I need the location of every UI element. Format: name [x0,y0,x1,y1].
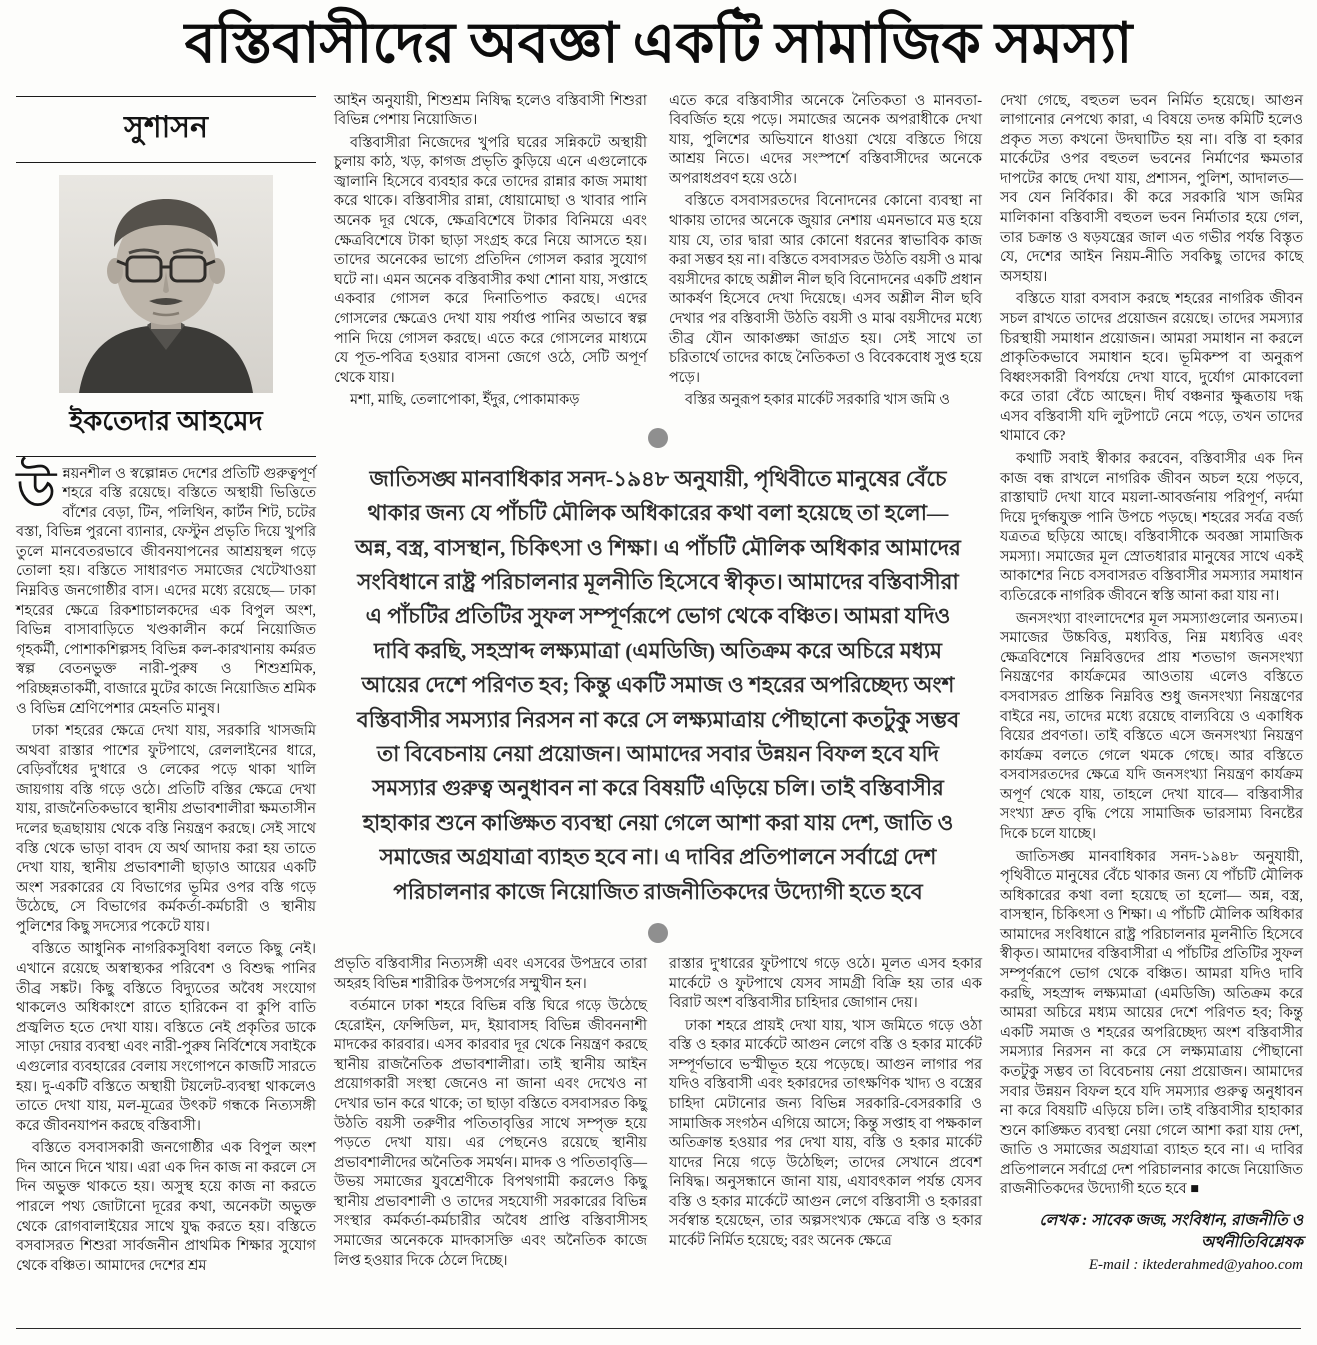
paragraph: আইন অনুযায়ী, শিশুশ্রম নিষিদ্ধ হলেও বস্তিবাসী শিশুরা বিভিন্ন পেশায় নিয়োজিত। [334,92,647,129]
pull-quote-dot-top-icon [648,428,668,448]
author-portrait-illustration [59,175,273,393]
column-2-top [334,92,647,414]
paragraph: জনসংখ্যা বাংলাদেশের মূল সমস্যাগুলোর অন্যতম। সমাজের উচ্চবিত্ত, মধ্যবিত্ত, নিম্ন মধ্যবিত্ত এবং ক্ষেত্রবিশেষে নিম্নবিত্তদের প্রায় শতভাগ জনসংখ্যা নিয়ন্ত্রণের কার্যক্রমের আওতায় এলেও বস্তিতে বসবাসরত প্রান্তিক নিম্নবিত্ত শুধু জনসংখ্যা নিয়ন্ত্রণের বাইরে নয়, তাদের মধ্যে রয়েছে বাল্যবিয়ে ও একাধিক বিয়ের প্রবণতা। তাই বস্তিতে এসে জনসংখ্যা নিয়ন্ত্রণ কার্যক্রম বলতে গেলে থমকে গেছে। আর বস্তিতে বসবাসরতদের ক্ষেত্রে যদি জনসংখ্যা নিয়ন্ত্রণ কার্যক্রম অপূর্ণ থেকে যায়, তাহলে দেখা যাবে— বস্তিবাসীর সংখ্যা দ্রুত বৃদ্ধি পেয়ে সামাজিক ভারসাম্য বিনষ্টের দিকে চলে যাচ্ছে। [1000,610,1303,842]
section-rule-bottom [16,162,316,163]
column-4 [1000,92,1303,1275]
middle-columns [334,92,982,1275]
column-3-bottom [669,955,982,1274]
paragraph-text: ন্নয়নশীল ও স্বল্পোন্নত দেশের প্রতিটি গুরুত্বপূর্ণ শহরে বস্তি রয়েছে। বস্তিতে অস্থায়ী ভিত্তিতে বাঁশের বেড়া, টিন, পলিথিন, কার্টন শিট, চটের বস্তা, বিভিন্ন পুরনো ব্যানার, ফেস্টুন প্রভৃতি দিয়ে খুপরি তুলে মানবেতরভাবে জীবনযাপনের আশ্রয়স্থল গড়ে তোলা হয়। বস্তিতে সাধারণত সমাজের খেটেখাওয়া নিম্নবিত্ত জনগোষ্ঠীর বাস। এদের মধ্যে রয়েছে— ঢাকা শহরের ক্ষেত্রে রিকশাচালকদের এক বিপুল অংশ, বিভিন্ন বাসাবাড়িতে খণ্ডকালীন কর্মে নিয়োজিত গৃহকর্মী, পোশাকশিল্পসহ বিভিন্ন কল-কারখানায় কর্মরত স্বল্প বেতনভুক্ত নারী-পুরুষ ও শিশুশ্রমিক, পরিচ্ছন্নতাকর্মী, বাজারে মুটের কাজে নিয়োজিত শ্রমিক ও বিভিন্ন শ্রেণিপেশার মেহনতি মানুষ। [16,465,316,717]
paragraph: দেখা গেছে, বহুতল ভবন নির্মিত হয়েছে। আগুন লাগানোর নেপথ্যে কারা, এ বিষয়ে তদন্ত কমিটি হলেও প্রকৃত সত্য কখনো উদঘাটিত হয় না। বস্তি বা হকার মার্কেটের ওপর বহুতল ভবনের নির্মাণের ক্ষমতার দাপটের কাছে দেখা যায়, প্রশাসন, পুলিশ, আদালত— সব যেন নির্বিকার। কী করে সরকারি খাস জমির মালিকানা বস্তিবাসী বহুতল ভবন নির্মাতার হয়ে গেল, তার চক্রান্ত ও ষড়যন্ত্রের জাল এত গভীর পর্যন্ত বিস্তৃত যে, দেশের আইন নিয়ম-নীতি সবকিছু তাদের কাছে অসহায়। [1000,92,1303,285]
section-rule-top [16,96,316,97]
author-photo [59,175,273,393]
paragraph: কথাটি সবাই স্বীকার করবেন, বস্তিবাসীর এক দিন কাজ বন্ধ রাখলে নাগরিক জীবন অচল হয়ে পড়বে, রাস্তাঘাট দেখা যাবে ময়লা-আবর্জনায় পরিপূর্ণ, নর্দমা দিয়ে দুর্গন্ধযুক্ত পানি উপচে পড়ছে। শহরের সর্বত্র বর্জ্য যত্রতত্র ছড়িয়ে আছে। বস্তিবাসীকে অবজ্ঞা সামাজিক সমস্যা। সমাজের মূল স্রোতধারার মানুষের সাথে একই আকাশের নিচে বসবাসরত বস্তিবাসীর সমস্যার সমাধান ব্যতিরেকে নাগরিক জীবনে স্বস্তি আনা করা যায় না। [1000,451,1303,605]
paragraph: বস্তির অনুরূপ হকার মার্কেট সরকারি খাস জমি ও [685,392,950,409]
paragraph: জাতিসঙ্ঘ মানবাধিকার সনদ-১৯৪৮ অনুযায়ী, পৃথিবীতে মানুষের বেঁচে থাকার জন্য যে পাঁচটি মৌলিক অধিকারের কথা বলা হয়েছে তা হলো— অন্ন, বস্ত্র, বাসস্থান, চিকিৎসা ও শিক্ষা। এ পাঁচটি মৌলিক অধিকার আমাদের সংবিধানে রাষ্ট্র পরিচালনার মূলনীতি হিসেবে স্বীকৃত। আমাদের বস্তিবাসীরা এ পাঁচটির প্রতিটির সুফল সম্পূর্ণরূপে ভোগ থেকে বঞ্চিত। আমরা যদিও দাবি করছি, সহস্রাব্দ লক্ষ্যমাত্রা (এমডিজি) অতিক্রম করে আমরা অচিরে মধ্যম আয়ের দেশে পরিণত হব; কিন্তু একটি সমাজ ও শহরের অপরিচ্ছেদ্য অংশ বস্তিবাসীর সমস্যার নিরসন না করে সে লক্ষ্যমাত্রায় পৌছানো কতটুকু সম্ভব তা বিবেচনায় নেয়া প্রয়োজন। আমাদের সবার উন্নয়ন বিফল হবে যদি সমস্যার গুরুত্ব অনুধাবন না করে বিষয়টি এড়িয়ে চলি। তাই বস্তিবাসীর হাহাকার শুনে কাঙ্ক্ষিত ব্যবস্থা নেয়া গেলে আশা করা যায় দেশ, জাতি ও সমাজের অগ্রযাত্রা ব্যাহত হবে না। এ দাবির প্রতিপালনে সর্বাগ্রে দেশ পরিচালনার কাজে নিয়োজিত রাজনীতিকদের উদ্যোগী হতে হবে ■ [1000,848,1303,1198]
pull-quote-text: জাতিসঙ্ঘ মানবাধিকার সনদ-১৯৪৮ অনুযায়ী, পৃথিবীতে মানুষের বেঁচে থাকার জন্য যে পাঁচটি মৌলিক অধিকারের কথা বলা হয়েছে তা হলো— অন্ন, বস্ত্র, বাসস্থান, চিকিৎসা ও শিক্ষা। এ পাঁচটি মৌলিক অধিকার আমাদের সংবিধানে রাষ্ট্র পরিচালনার মূলনীতি হিসেবে স্বীকৃত। আমাদের বস্তিবাসীরা এ পাঁচটির প্রতিটির সুফল সম্পূর্ণরূপে ভোগ থেকে বঞ্চিত। আমরা যদিও দাবি করছি, সহস্রাব্দ লক্ষ্যমাত্রা (এমডিজি) অতিক্রম করে অচিরে মধ্যম আয়ের দেশে পরিণত হব; কিন্তু একটি সমাজ ও শহরের অপরিচ্ছেদ্য অংশ বস্তিবাসীর সমস্যার নিরসন না করে সে লক্ষ্যমাত্রায় পৌছানো কতটুকু সম্ভব তা বিবেচনায় নেয়া প্রয়োজন। আমাদের সবার উন্নয়ন বিফল হবে যদি সমস্যার গুরুত্ব অনুধাবন না করে বিষয়টি এড়িয়ে চলি। তাই বস্তিবাসীর হাহাকার শুনে কাঙ্ক্ষিত ব্যবস্থা নেয়া গেলে আশা করা যায় দেশ, জাতি ও সমাজের অগ্রযাত্রা ব্যাহত হবে না। এ দাবির প্রতিপালনে সর্বাগ্রে দেশ পরিচালনার কাজে নিয়োজিত রাজনীতিকদের উদ্যোগী হতে হবে [355,466,961,904]
drop-cap: উ [16,461,57,519]
pull-quote-dot-bottom-icon [648,923,668,943]
column-1 [16,92,316,1280]
author-byline: লেখক : সাবেক জজ, সংবিধান, রাজনীতি ও অর্থনীতিবিশ্লেষক [1039,1211,1303,1251]
paragraph: প্রভৃতি বস্তিবাসীর নিত্যসঙ্গী এবং এসবের উপদ্রবে তারা অহরহ বিভিন্ন শারীরিক উপসর্গের সম্মুখীন হন। [334,955,647,992]
paragraph: রাস্তার দু'ধারের ফুটপাথে গড়ে ওঠে। মূলত এসব হকার মার্কেটে ও ফুটপাথে যেসব সামগ্রী বিক্রি হয় তার এক বিরাট অংশ বস্তিবাসীর চাহিদার জোগান দেয়। [669,955,982,1012]
pull-quote [338,428,978,943]
page-bottom-rule [16,1328,1301,1329]
paragraph: বস্তিতে আধুনিক নাগরিকসুবিধা বলতে কিছু নেই। এখানে রয়েছে অস্বাস্থ্যকর পরিবেশ ও বিশুদ্ধ পানির তীব্র সঙ্কট। কিছু বস্তিতে বিদ্যুতের অবৈধ সংযোগ থাকলেও অধিকাংশে রাতে হারিকেন বা কুপি বাতি প্রজ্বলিত হতে দেখা যায়। বস্তিতে নেই প্রকৃতির ডাকে সাড়া দেয়ার ব্যবস্থা এবং নারী-পুরুষ নির্বিশেষে সবাইকে এগুলোর ব্যবহারের বেলায় সংগোপনে কাজটি সারতে হয়। দু-একটি বস্তিতে অস্থায়ী টয়লেট-ব্যবস্থা থাকলেও তাতে দেখা যায়, মল-মূত্রের উৎকট গন্ধকে নিত্যসঙ্গী করে জীবনযাপন করছে বস্তিবাসী। [16,941,316,1134]
paragraph: বস্তিতে যারা বসবাস করছে শহরের নাগরিক জীবন সচল রাখতে তাদের প্রয়োজন রয়েছে। তাদের সমস্যার চিরস্থায়ী সমাধান প্রয়োজন। আমরা সমাধান না করলে প্রাকৃতিকভাবে সমাধান হবে। ভূমিকম্প বা অনুরূপ বিধ্বংসকারী বিপর্যয়ে দেখা যাবে, দুর্যোগ মোকাবেলা করে তারা বেঁচে আছেন। দীর্ঘ বঞ্চনার ক্ষুব্ধতায় দগ্ধ এসব বস্তিবাসী যদি লুটপাটে নেমে পড়ে, তখন তাদের থামাবে কে? [1000,291,1303,445]
paragraph: মশা, মাছি, তেলাপোকা, ইঁদুর, পোকামাকড় [350,392,580,409]
author-rule [16,456,316,457]
paragraph: ঢাকা শহরের ক্ষেত্রে দেখা যায়, সরকারি খাসজমি অথবা রাস্তার পাশের ফুটপাথে, রেললাইনের ধারে, বেড়িবাঁধের দু'ধারে ও লেকের পড়ে থাকা খালি জায়গায় বস্তি গড়ে ওঠে। প্রতিটি বস্তির ক্ষেত্রে দেখা যায়, রাজনৈতিকভাবে স্থানীয় প্রভাবশালীরা ক্ষমতাসীন দলের ছত্রছায়ায় থেকে বস্তি নিয়ন্ত্রণ করছে। সেই সাথে বস্তি থেকে ভাড়া বাবদ যে অর্থ আদায় করা হয় তাতে দেখা যায়, স্থানীয় প্রভাবশালী ছাড়াও আয়ের একটি অংশ সরকারের যে বিভাগের ভূমির ওপর বস্তি গড়ে উঠেছে, সে বিভাগের কর্মকর্তা-কর্মচারী ও স্থানীয় পুলিশের কিছু সদস্যের পকেটে যায়। [16,723,316,935]
paragraph: ঢাকা শহরে প্রায়ই দেখা যায়, খাস জমিতে গড়ে ওঠা বস্তি ও হকার মার্কেটে আগুন লেগে বস্তি ও হকার মার্কেট সম্পূর্ণভাবে ভস্মীভূত হয়ে পড়েছে। আগুন লাগার পর যদিও বস্তিবাসী এবং হকারদের তাৎক্ষণিক খাদ্য ও বস্ত্রের চাহিদা মেটানোর জন্য বিভিন্ন সরকারি-বেসরকারি ও সামাজিক সংগঠন এগিয়ে আসে; কিন্তু সপ্তাহ বা পক্ষকাল অতিক্রান্ত হওয়ার পর দেখা যায়, বস্তি ও হকার মার্কেট যাদের নিয়ে গড়ে উঠেছিল; তাদের সেখানে প্রবেশ নিষিদ্ধ। অনুসন্ধানে জানা যায়, এযাবৎকাল পর্যন্ত যেসব বস্তি ও হকার মার্কেটে আগুন লেগে বস্তিবাসী ও হকাররা সর্বস্বান্ত হয়েছেন, তার অল্পসংখ্যক ক্ষেত্রে বস্তি ও হকার মার্কেট নির্মিত হয়েছে; বরং অনেক ক্ষেত্রে [669,1017,982,1250]
article-body [16,92,1301,1280]
column-2-bottom [334,955,647,1274]
column-3-top [669,92,982,414]
paragraph: বর্তমানে ঢাকা শহরে বিভিন্ন বস্তি ঘিরে গড়ে উঠেছে হেরোইন, ফেন্সিডিল, মদ, ইয়াবাসহ বিভিন্ন জীবননাশী মাদকের কারবার। এসব কারবার দূর থেকে নিয়ন্ত্রণ করছে স্থানীয় রাজনৈতিক প্রভাবশালীরা। তাই স্থানীয় আইন প্রয়োগকারী সংস্থা জেনেও না জানা এবং দেখেও না দেখার ভান করে থাকে; তা ছাড়া বস্তিতে বসবাসরত কিছু উঠতি বয়সী তরুণীর পতিতাবৃত্তির সাথে সম্পৃক্ত হয়ে পড়তে দেখা যায়। এর পেছনেও রয়েছে স্থানীয় প্রভাবশালীদের অনৈতিক সমর্থন। মাদক ও পতিতাবৃত্তি— উভয় সমাজের যুবশ্রেণীকে বিপথগামী করলেও কিছু স্থানীয় প্রভাবশালী ও তাদের সহযোগী সরকারের বিভিন্ন সংস্থার কর্মকর্তা-কর্মচারীর অবৈধ প্রাপ্তি বস্তিবাসীসহ সমাজের অনেককে মাদকাসক্তি এবং অনৈতিক কাজে লিপ্ত হওয়ার দিকে ঠেলে দিচ্ছে। [334,998,647,1269]
middle-top-row [334,92,982,414]
paragraph: বস্তিতে বসবাসরতদের বিনোদনের কোনো ব্যবস্থা না থাকায় তাদের অনেকে জুয়ার নেশায় এমনভাবে মত্ত হয়ে যায় যে, তার দ্বারা আর কোনো ধরনের স্বাভাবিক কাজ করা সম্ভব হয় না। বস্তিতে বসবাসরত উঠতি বয়সী ও মাঝ বয়সীদের কাছে অশ্লীল নীল ছবি বিনোদনের একটি প্রধান আকর্ষণ হিসেবে দেখা দিয়েছে। এসব অশ্লীল নীল ছবি দেখার পর বস্তিবাসী উঠতি বয়সী ও মাঝ বয়সীদের মধ্যে তীব্র যৌন আকাঙ্ক্ষা জাগ্রত হয়। সেই সাথে তা চরিতার্থে তাদের কাছে নৈতিকতা ও বিবেকবোধ সুপ্ত হয়ে পড়ে। [669,193,982,386]
author-email: E-mail : iktederahmed@yahoo.com [1088,1257,1303,1274]
article-headline: বস্তিবাসীদের অবজ্ঞা একটি সামাজিক সমস্যা [184,13,1133,75]
paragraph: বস্তিতে বসবাসকারী জনগোষ্ঠীর এক বিপুল অংশ দিন আনে দিনে খায়। এরা এক দিন কাজ না করলে সে দিন অভুক্ত থাকতে হয়। অসুস্থ হয়ে কাজ না করতে পারলে পথ্য জোটানো দূরের কথা, অনেকটা অভুক্ত থেকে রোগবালাইয়ের সাথে যুদ্ধ করতে হয়। বস্তিতে বসবাসরত শিশুরা সার্বজনীন প্রাথমিক শিক্ষার সুযোগ থেকে বঞ্চিত। আমাদের দেশের শ্রম [16,1140,316,1274]
middle-bottom-row [334,955,982,1274]
paragraph: বস্তিবাসীরা নিজেদের খুপরি ঘরের সন্নিকটে অস্থায়ী চুলায় কাঠ, খড়, কাগজ প্রভৃতি কুড়িয়ে এনে এগুলোকে জ্বালানি হিসেবে ব্যবহার করে তাদের রান্নার কাজ সমাধা করে থাকে। বস্তিবাসীর রান্না, ধোয়ামোছা ও খাবার পানি অনেক দূর থেকে, ক্ষেত্রবিশেষে টাকার বিনিময়ে এবং ক্ষেত্রবিশেষে টাকা ছাড়া সংগ্রহ করে নিয়ে আসতে হয়। তাদের অনেকের ভাগ্যে প্রতিদিন গোসল করার সুযোগ ঘটে না। এমন অনেক বস্তিবাসীর কথা শোনা যায়, সপ্তাহে একবার গোসল করে দিনাতিপাত করছে। এদের গোসলের ক্ষেত্রেও দেখা যায় পর্যাপ্ত পানির অভাবে স্বল্প পানি দিয়ে গোসল করছে। এতে করে গোসলের মাধ্যমে যে পূত-পবিত্র হওয়ার বাসনা জেগে ওঠে, সেটি অপূর্ণ থেকে যায়। [334,134,647,386]
section-label: সুশাসন [124,110,208,144]
author-name: ইকতেদার আহমেদ [69,405,263,436]
paragraph: এতে করে বস্তিবাসীর অনেকে নৈতিকতা ও মানবতা-বিবর্জিত হয়ে পড়ে। সমাজের অনেক অপরাধীকে দেখা যায়, পুলিশের অভিযানে ধাওয়া খেয়ে বস্তিতে গিয়ে আশ্রয় নিতে। এদের সংস্পর্শে বস্তিবাসীদের অনেকে অপরাধপ্রবণ হয়ে ওঠে। [669,92,982,187]
paragraph [16,461,316,720]
